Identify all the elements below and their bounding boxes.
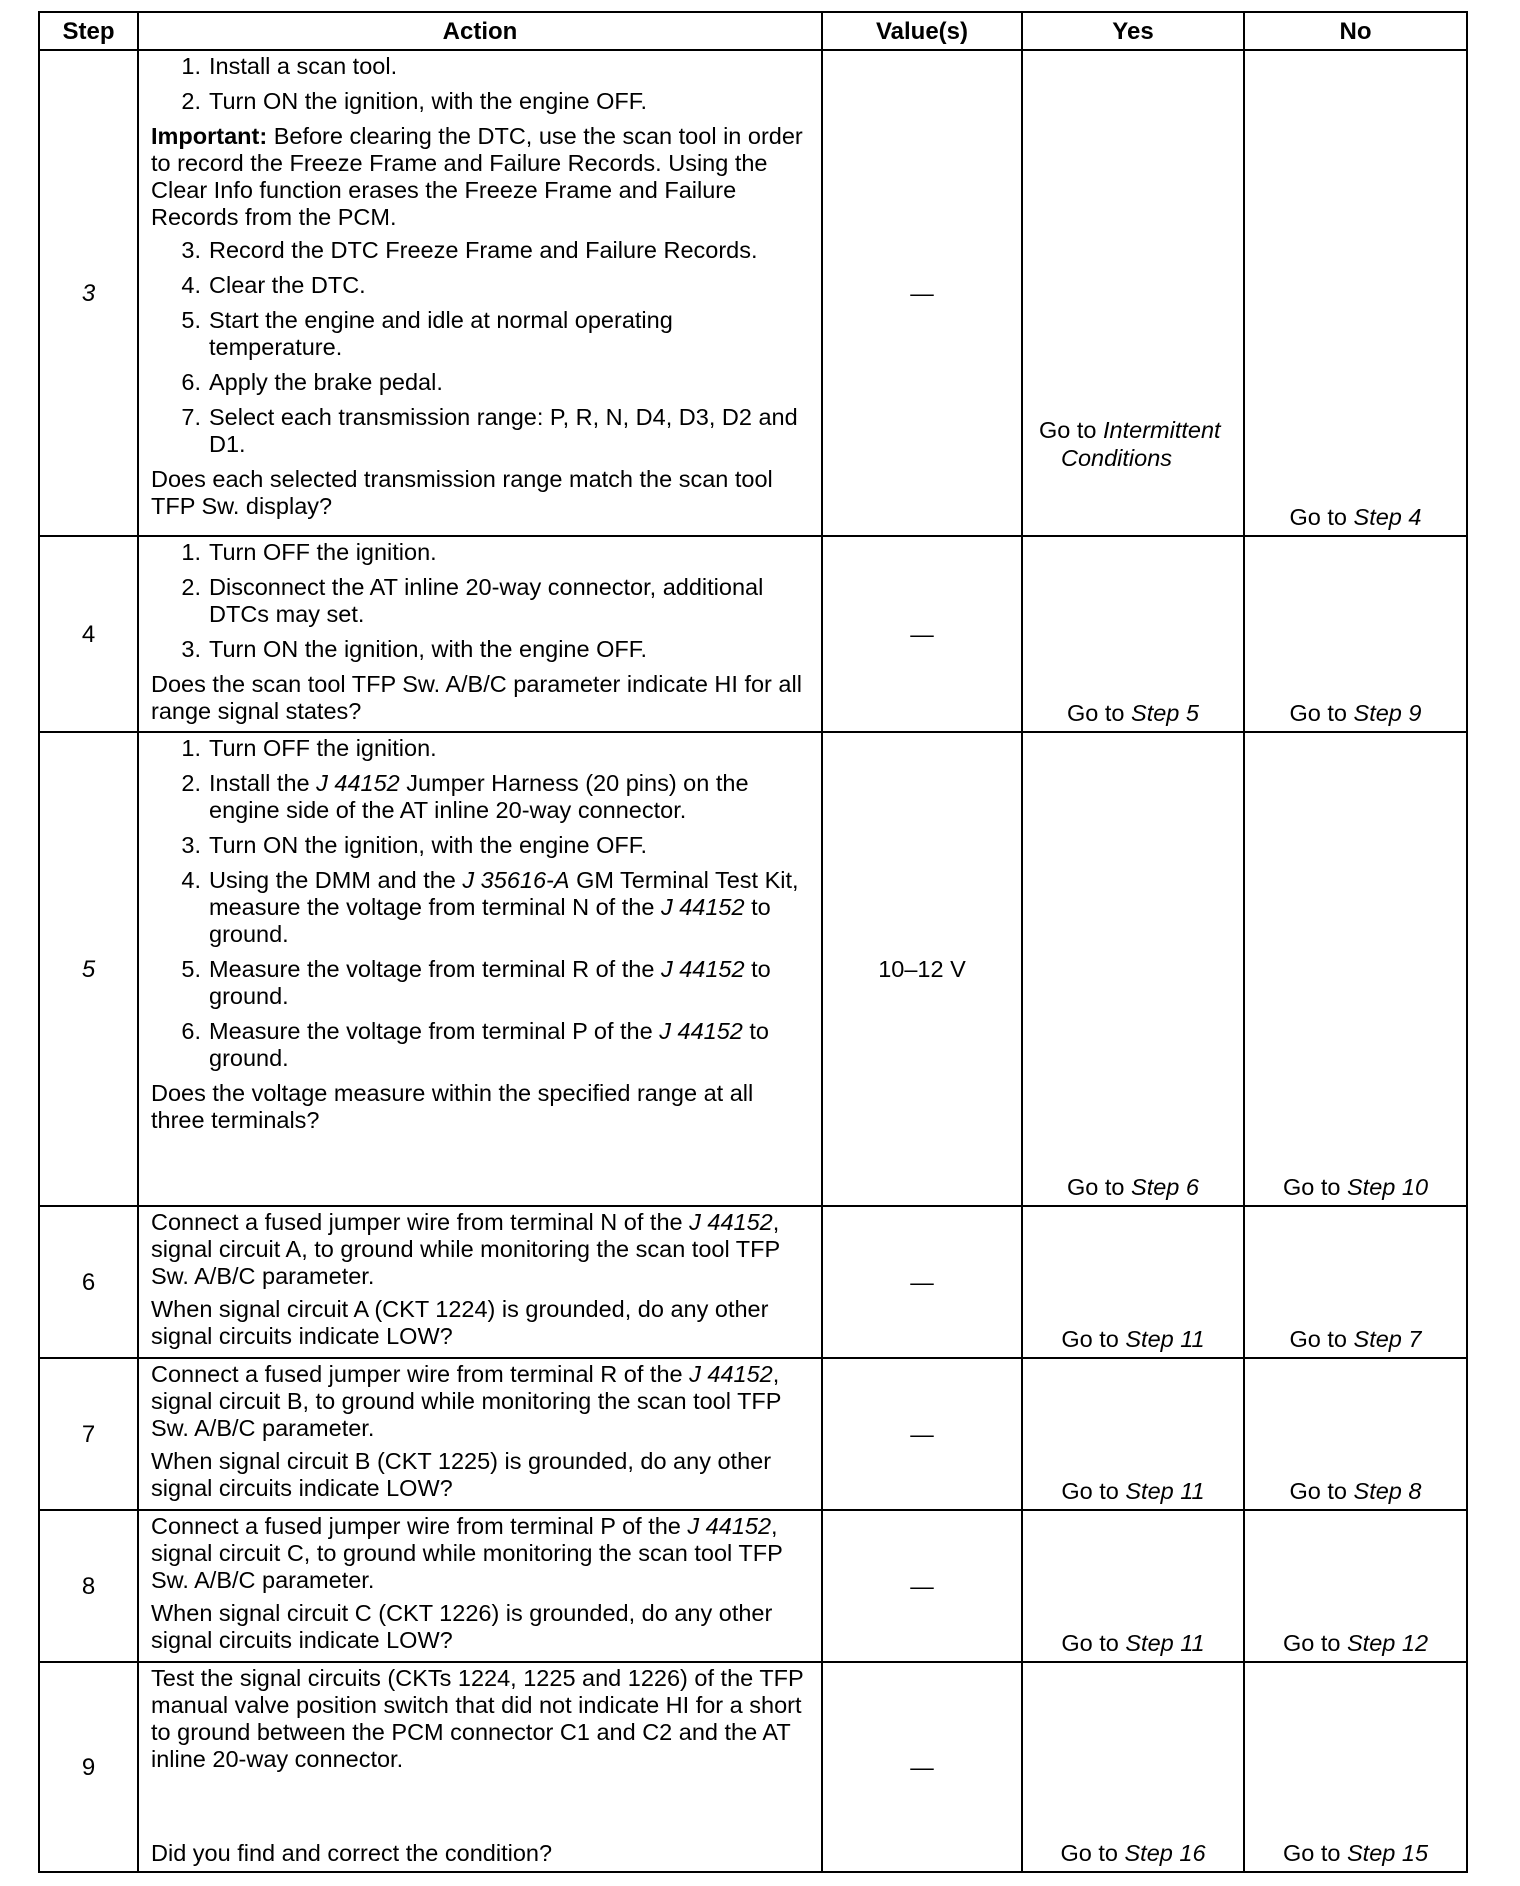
header-row [39, 12, 1467, 50]
no-link[interactable]: Step 10 [1347, 1174, 1429, 1200]
question-text: Does the scan tool TFP Sw. A/B/C parameter indicate HI for all range signal states? [151, 671, 802, 724]
tool-ref: J 44152 [689, 1361, 773, 1387]
action-text: Connect a fused jumper wire from terminal P of the J 44152, signal circuit C, to ground while monitoring the scan tool TFP Sw. A/B/C parameter. [151, 1513, 783, 1593]
question-text: Does each selected transmission range match the scan tool TFP Sw. display? [151, 466, 773, 519]
list-item: 4. Clear the DTC. [181, 272, 366, 298]
header-no: No [1244, 12, 1467, 50]
action-text: Test the signal circuits (CKTs 1224, 1225 and 1226) of the TFP manual valve position switch that did not indicate HI for a short to ground between the PCM connector C1 and C2 and the AT inline 20-way connector. [151, 1665, 804, 1772]
table-row-step-8 [39, 1510, 1467, 1662]
value-cell: — [822, 1206, 1022, 1358]
step-number: 5 [39, 732, 138, 1206]
list-item: 7. Select each transmission range: P, R, N, D4, D3, D2 and D1. [181, 404, 798, 457]
list-item: 1. Install a scan tool. [181, 53, 398, 79]
tool-ref: J 44152 [660, 894, 745, 920]
no-cell: Go to Step 15 [1244, 1662, 1467, 1872]
question-text: Does the voltage measure within the specified range at all three terminals? [151, 1080, 754, 1133]
header-yes: Yes [1022, 12, 1244, 50]
yes-link[interactable]: Intermittent [1103, 417, 1221, 443]
yes-link[interactable]: Step 11 [1125, 1630, 1205, 1656]
action-cell [138, 732, 822, 1206]
action-text: Connect a fused jumper wire from terminal N of the J 44152, signal circuit A, to ground while monitoring the scan tool TFP Sw. A/B/C parameter. [151, 1209, 780, 1289]
list-item: 1. Turn OFF the ignition. [181, 735, 437, 761]
table-row-step-7 [39, 1358, 1467, 1510]
yes-cell: Go to Step 11 [1022, 1206, 1244, 1358]
step-number: 9 [39, 1662, 138, 1872]
no-cell: Go to Step 8 [1244, 1358, 1467, 1510]
list-item: 5. Start the engine and idle at normal operating temperature. [181, 307, 673, 360]
no-cell: Go to Step 4 [1244, 50, 1467, 536]
no-link[interactable]: Step 15 [1347, 1840, 1429, 1866]
no-cell: Go to Step 9 [1244, 536, 1467, 732]
action-cell [138, 1510, 822, 1662]
yes-cell: Go to Step 16 [1022, 1662, 1244, 1872]
list-item: 1. Turn OFF the ignition. [181, 539, 437, 565]
no-cell: Go to Step 10 [1244, 732, 1467, 1206]
action-cell [138, 536, 822, 732]
list-item: 6. Apply the brake pedal. [181, 369, 443, 395]
value-cell: — [822, 1662, 1022, 1872]
list-item: 4. Using the DMM and the J 35616-A GM Terminal Test Kit, measure the voltage from terminal N of the J 44152 to ground. [181, 867, 799, 947]
yes-cell: Go to Step 11 [1022, 1358, 1244, 1510]
tool-ref: J 44152 [660, 956, 745, 982]
yes-cell: Go to Step 5 [1022, 536, 1244, 732]
question-text: When signal circuit B (CKT 1225) is grounded, do any other signal circuits indicate LOW? [151, 1448, 772, 1501]
header-step: Step [39, 12, 138, 50]
table-row-step-4 [39, 536, 1467, 732]
no-link[interactable]: Step 12 [1347, 1630, 1429, 1656]
table-row-step-6 [39, 1206, 1467, 1358]
yes-link[interactable]: Step 11 [1125, 1478, 1205, 1504]
yes-link[interactable]: Step 5 [1131, 700, 1199, 726]
table-row-step-3 [39, 50, 1467, 536]
action-cell [138, 1206, 822, 1358]
action-cell [138, 50, 822, 536]
yes-cell: Go to Intermittent Conditions [1022, 50, 1244, 536]
step-number: 4 [39, 536, 138, 732]
list-item: 2. Turn ON the ignition, with the engine OFF. [181, 88, 648, 114]
yes-link[interactable]: Step 16 [1124, 1840, 1206, 1866]
header-values: Value(s) [822, 12, 1022, 50]
yes-link[interactable]: Step 11 [1125, 1326, 1205, 1352]
tool-ref: J 44152 [659, 1018, 743, 1044]
no-link[interactable]: Step 7 [1353, 1326, 1422, 1352]
step-number: 7 [39, 1358, 138, 1510]
table-row-step-5 [39, 732, 1467, 1206]
important-note: Important: Before clearing the DTC, use the scan tool in order to record the Freeze Frame and Failure Records. Using the Clear Info function erases the Freeze Frame and Failure Records from the PCM. [151, 123, 803, 230]
yes-cell: Go to Step 11 [1022, 1510, 1244, 1662]
list-item: 3. Record the DTC Freeze Frame and Failure Records. [181, 237, 758, 263]
question-text: When signal circuit C (CKT 1226) is grounded, do any other signal circuits indicate LOW? [151, 1600, 773, 1653]
list-item: 5. Measure the voltage from terminal R of the J 44152 to ground. [181, 956, 771, 1009]
value-cell: — [822, 1358, 1022, 1510]
action-cell [138, 1662, 822, 1872]
list-item: 6. Measure the voltage from terminal P of the J 44152 to ground. [181, 1018, 769, 1071]
action-cell [138, 1358, 822, 1510]
header-action: Action [138, 12, 822, 50]
question-text: Did you find and correct the condition? [151, 1840, 553, 1866]
step-number: 3 [39, 50, 138, 536]
no-cell: Go to Step 12 [1244, 1510, 1467, 1662]
no-link[interactable]: Step 4 [1353, 504, 1422, 530]
value-cell: — [822, 536, 1022, 732]
yes-cell: Go to Step 6 [1022, 732, 1244, 1206]
no-link[interactable]: Step 9 [1353, 700, 1422, 726]
yes-link-cont[interactable]: Conditions [1061, 445, 1173, 471]
list-item: 2. Disconnect the AT inline 20-way connector, additional DTCs may set. [181, 574, 764, 627]
step-number: 8 [39, 1510, 138, 1662]
value-cell: 10–12 V [822, 732, 1022, 1206]
value-cell: — [822, 50, 1022, 536]
list-item: 3. Turn ON the ignition, with the engine OFF. [181, 636, 648, 662]
action-text: Connect a fused jumper wire from terminal R of the J 44152, signal circuit B, to ground while monitoring the scan tool TFP Sw. A/B/C parameter. [151, 1361, 782, 1441]
table-row-step-9 [39, 1662, 1467, 1872]
list-item: 3. Turn ON the ignition, with the engine OFF. [181, 832, 648, 858]
tool-ref: J 44152 [316, 770, 400, 796]
list-item: 2. Install the J 44152 Jumper Harness (20 pins) on the engine side of the AT inline 20-way connector. [181, 770, 749, 823]
tool-ref: J 44152 [689, 1209, 773, 1235]
value-cell: — [822, 1510, 1022, 1662]
no-cell: Go to Step 7 [1244, 1206, 1467, 1358]
diagnostic-table [38, 11, 1468, 1873]
no-link[interactable]: Step 8 [1353, 1478, 1422, 1504]
tool-ref: J 44152 [687, 1513, 772, 1539]
yes-link[interactable]: Step 6 [1131, 1174, 1199, 1200]
step-number: 6 [39, 1206, 138, 1358]
question-text: When signal circuit A (CKT 1224) is grounded, do any other signal circuits indicate LOW? [151, 1296, 769, 1349]
tool-ref: J 35616-A [462, 867, 570, 893]
